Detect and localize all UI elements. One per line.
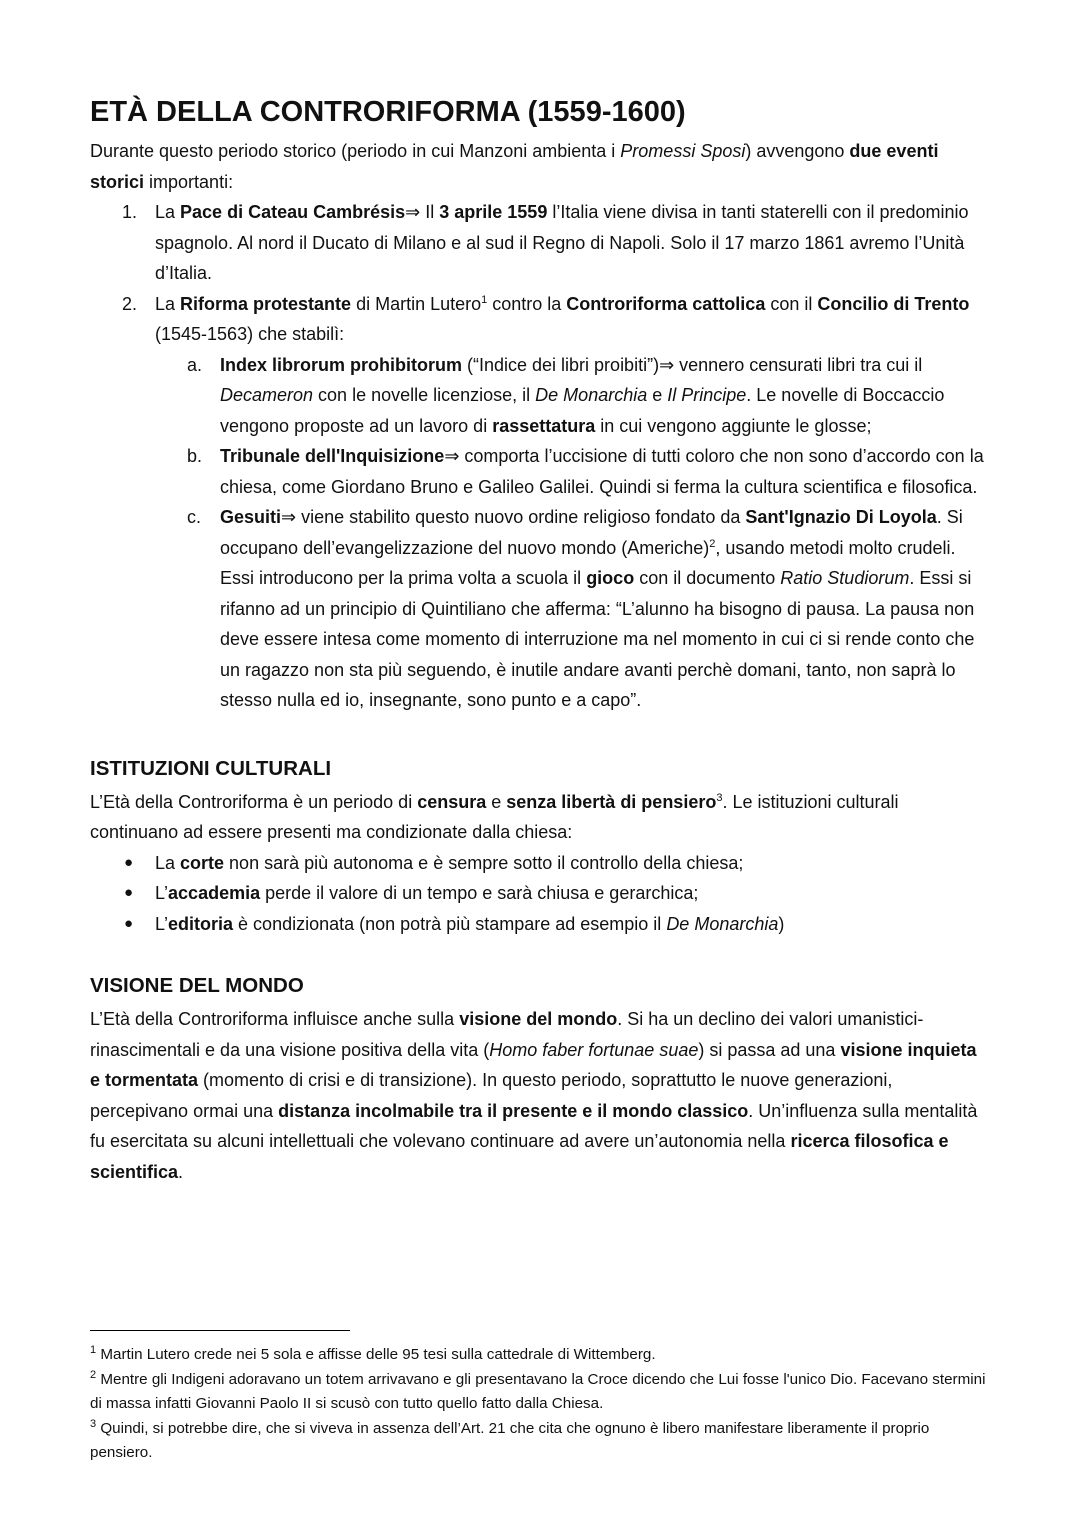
visione-paragraph: L’Età della Controriforma influisce anche sulla visione del mondo. Si ha un declino dei valori umanistici-rinascimentali e da una visione positiva della vita (Homo faber fortunae suae) si passa ad una visione inquieta e tormentata (momento di crisi e di transizione). In questo periodo, soprattutto le nuove generazioni, percepivano ormai una distanza incolmabile tra il presente e il mondo classico. Un’influenza sulla mentalità fu esercitata su alcuni intellettuali che volevano continuare ad avere un’autonomia nella ricerca filosofica e scientifica.	[90, 1009, 978, 1182]
istituzioni-list	[90, 848, 990, 940]
list-number: 2.	[122, 293, 138, 314]
intro-paragraph: Durante questo periodo storico (periodo in cui Manzoni ambienta i Promessi Sposi) avvengono due eventi storici importanti:	[90, 141, 939, 192]
istituzioni-paragraph: L’Età della Controriforma è un periodo di censura e senza libertà di pensiero$^3$. Le istituzioni culturali continuano ad essere presenti ma condizionate dalla chiesa:	[90, 791, 899, 842]
bullet-icon: ●	[124, 884, 134, 901]
events-list	[90, 197, 990, 716]
bullet-item-editoria: ● L’editoria è condizionata (non potrà più stampare ad esempio il De Monarchia)	[90, 909, 990, 940]
bullet-item-corte: ● La corte non sarà più autonoma e è sempre sotto il controllo della chiesa;	[90, 848, 990, 879]
footnote-ref: 3	[716, 791, 723, 804]
sub-item-b: b. Tribunale dell'Inquisizione⇒ comporta l’uccisione di tutti coloro che non sono d’accordo con la chiesa, come Giordano Bruno e Galileo Galilei. Quindi si ferma la cultura scientifica e filosofica.	[90, 441, 990, 502]
page-title: ETÀ DELLA CONTRORIFORMA (1559-1600)	[90, 96, 686, 128]
sub-item-c: c. Gesuiti⇒ viene stabilito questo nuovo ordine religioso fondato da Sant'Ignazio Di Loyola. Si occupano dell’evangelizzazione del nuovo mondo (Americhe)$^2$, usando metodi molto crudeli. Essi introducono per la prima volta a scuola il gioco con il documento Ratio Studiorum. Essi si rifanno ad un principio di Quintiliano che afferma: “L’alunno ha bisogno di pausa. La pausa non deve essere intesa come momento di interruzione ma nel momento in cui ci si rende conto che un ragazzo non sta più seguendo, è inutile andare avanti perchè domani, tanto, non saprà lo stesso nulla ed io, insegnante, sono punto e a capo”.	[90, 502, 990, 716]
footnote-3: $^3$ Quindi, si potrebbe dire, che si viveva in assenza dell’Art. 21 che cita che ognuno è libero manifestare liberamente il proprio pensiero.	[90, 1417, 930, 1461]
list-letter: a.	[187, 354, 203, 375]
footnote-1: $^1$ Martin Lutero crede nei 5 sola e affisse delle 95 tesi sulla cattedrale di Wittemberg.	[90, 1343, 656, 1363]
footnote-separator	[90, 1330, 350, 1331]
event-item-2: 2. La Riforma protestante di Martin Lutero$^1$ contro la Controriforma cattolica con il Concilio di Trento (1545-1563) che stabilì:	[90, 289, 990, 350]
arrow-icon: ⇒	[405, 202, 421, 222]
arrow-icon: ⇒	[444, 446, 460, 466]
arrow-icon: ⇒	[659, 354, 675, 375]
arrow-icon: ⇒	[281, 507, 297, 527]
bullet-item-accademia: ● L’accademia perde il valore di un tempo e sarà chiusa e gerarchica;	[90, 878, 990, 909]
list-number: 1.	[122, 202, 138, 222]
section-heading-istituzioni: ISTITUZIONI CULTURALI	[90, 756, 332, 780]
document-page	[90, 92, 990, 1187]
bullet-icon: ●	[124, 914, 134, 932]
list-letter: c.	[187, 507, 202, 527]
footnote-ref: 2	[709, 537, 716, 550]
section-heading-visione: VISIONE DEL MONDO	[90, 974, 304, 997]
footnote-2: $^2$ Mentre gli Indigeni adoravano un totem arrivavano e gli presentavano la Croce dicendo che Lui fosse l'unico Dio. Facevano stermini di massa infatti Giovanni Paolo II si scusò con tutto quello fatto dalla Chiesa.	[90, 1368, 986, 1412]
list-letter: b.	[187, 446, 203, 466]
footnotes	[90, 1343, 990, 1466]
sub-item-a: a. Index librorum prohibitorum (“Indice dei libri proibiti”)⇒ vennero censurati libri tra cui il Decameron con le novelle licenziose, il De Monarchia e Il Principe. Le novelle di Boccaccio vengono proposte ad un lavoro di rassettatura in cui vengono aggiunte le glosse;	[90, 350, 990, 442]
bullet-icon: ●	[124, 853, 134, 871]
footnote-ref: 1	[481, 293, 488, 306]
event-item-1: 1. La Pace di Cateau Cambrésis⇒ Il 3 aprile 1559 l’Italia viene divisa in tanti staterelli con il predominio spagnolo. Al nord il Ducato di Milano e al sud il Regno di Napoli. Solo il 17 marzo 1861 avremo l’Unità d’Italia.	[90, 197, 990, 289]
